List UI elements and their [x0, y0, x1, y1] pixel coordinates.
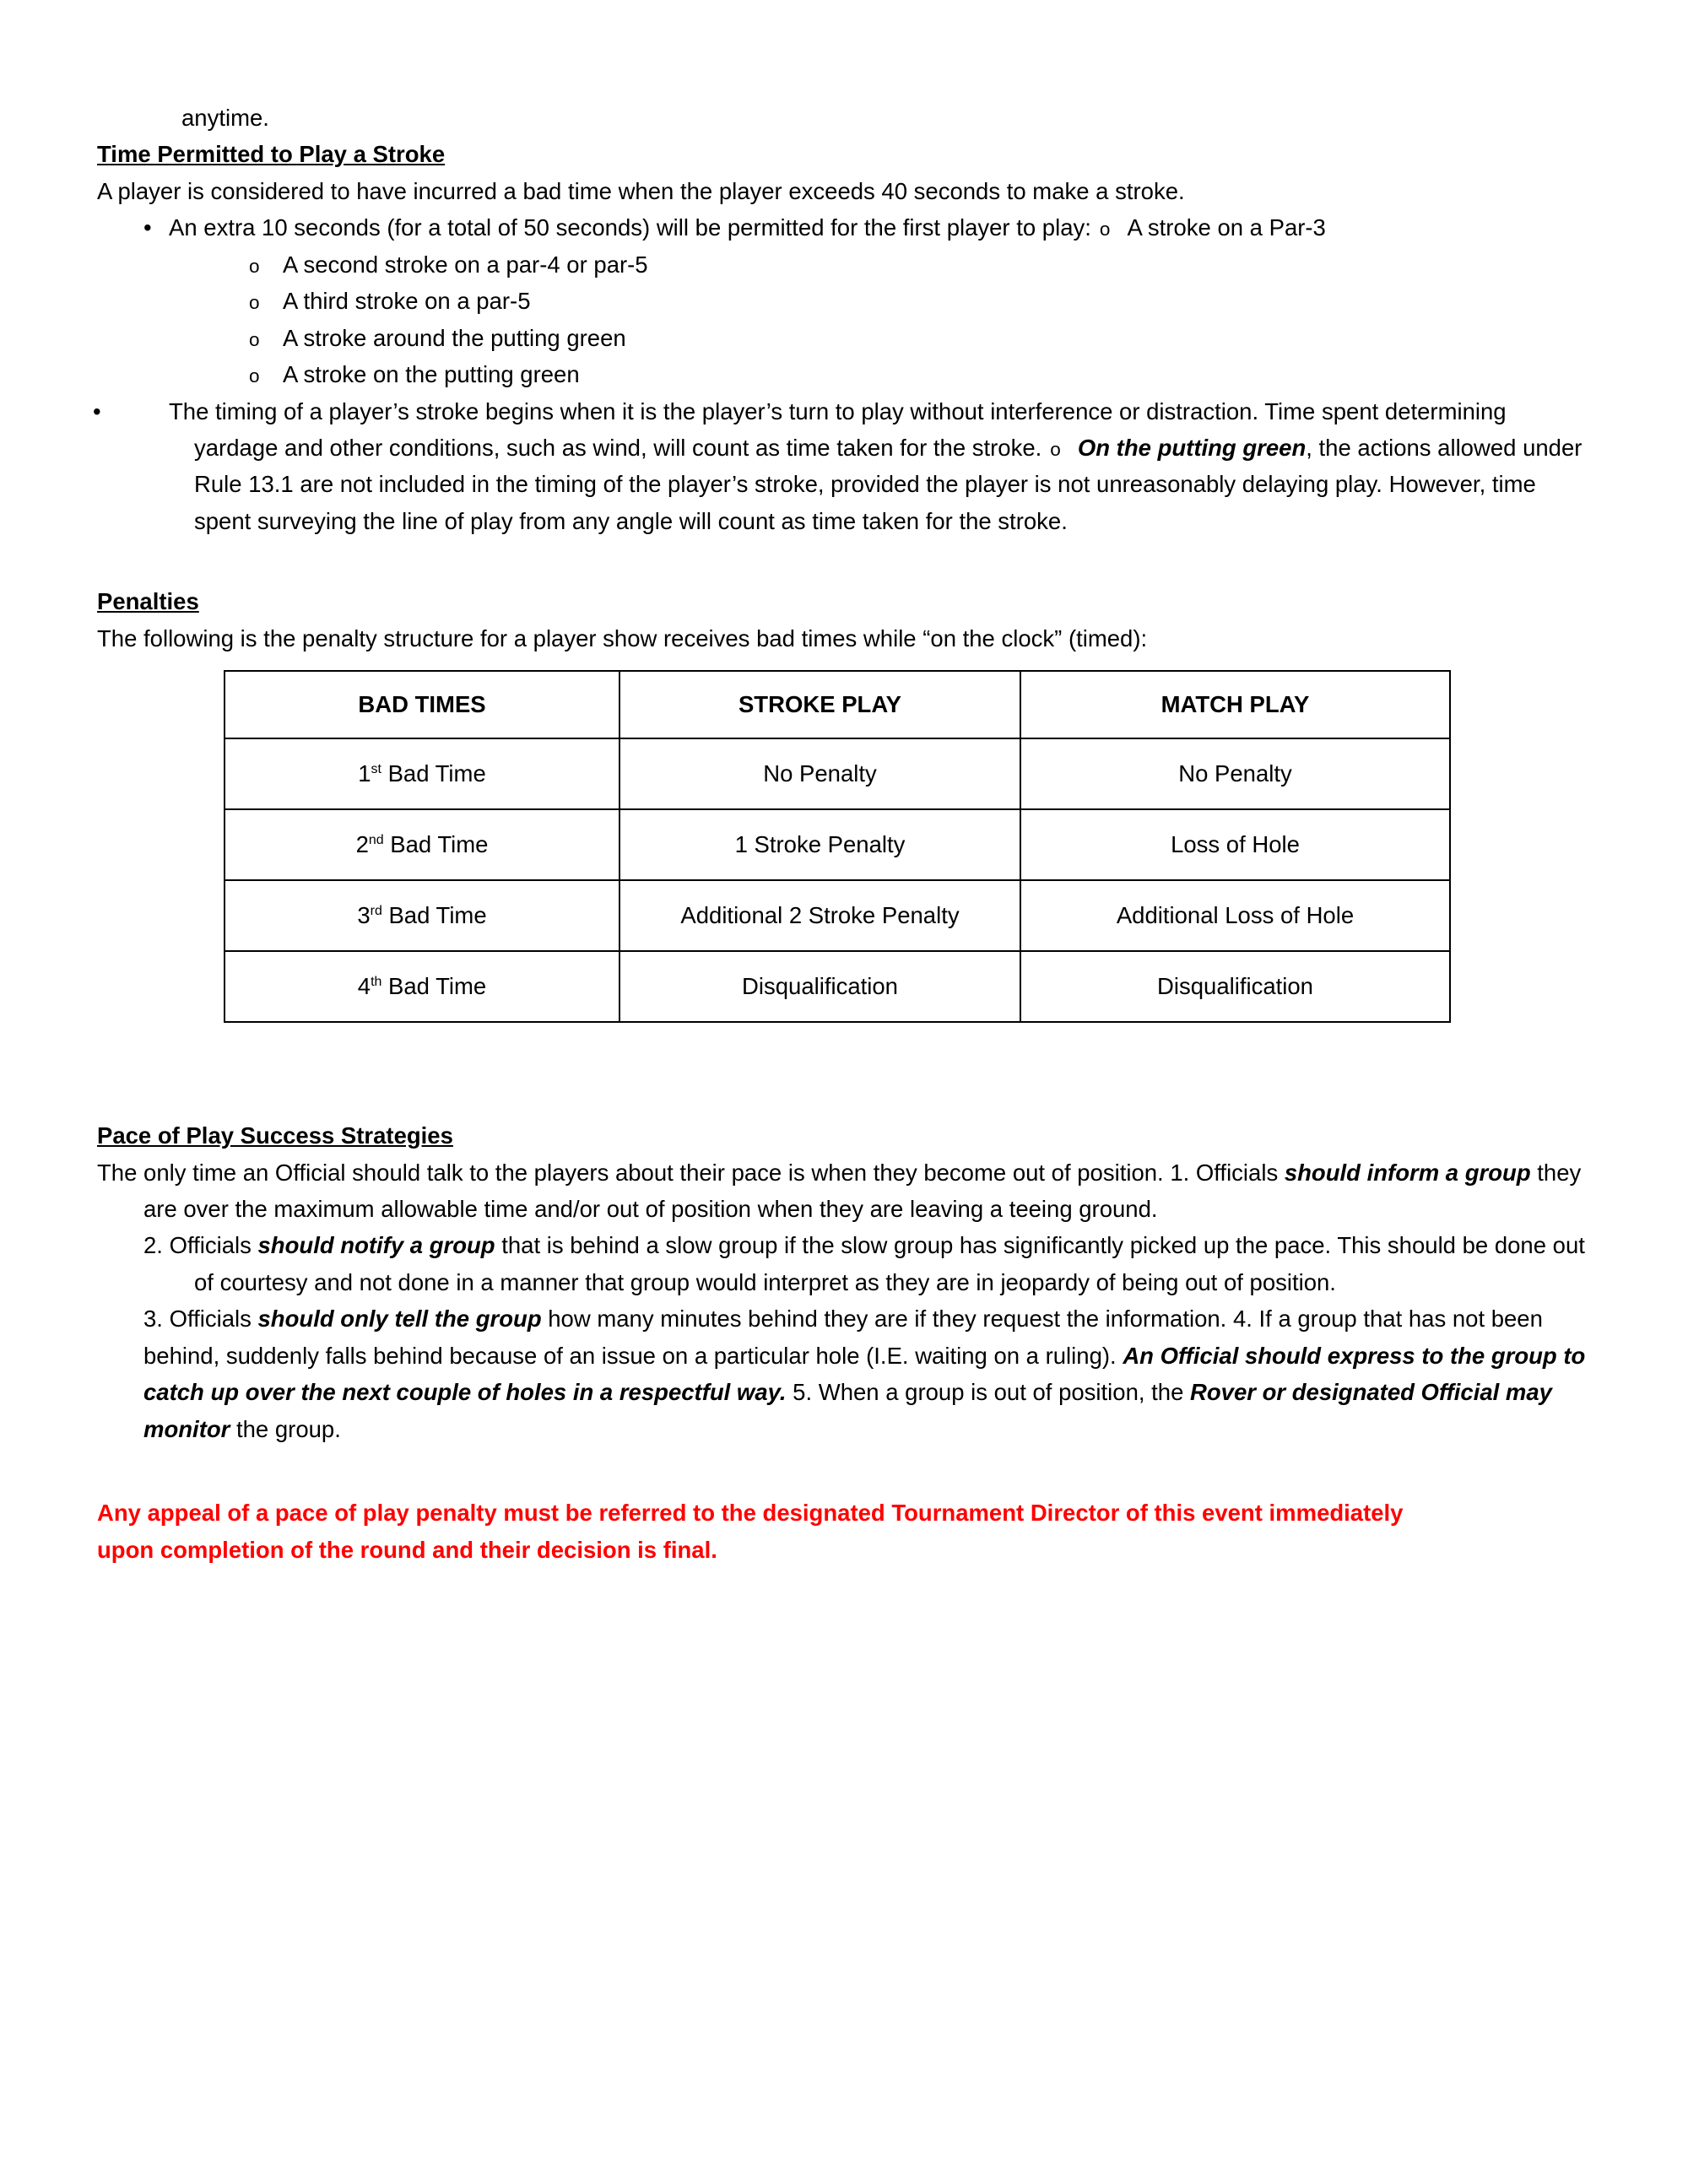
table-header-row — [225, 671, 1450, 738]
cell-stroke-play: 1 Stroke Penalty — [619, 809, 1020, 880]
table-row — [225, 951, 1450, 1022]
bullet-marker-icon: • — [93, 397, 101, 424]
sub-bullet-text: A stroke around the putting green — [283, 324, 626, 351]
table-row — [225, 738, 1450, 809]
appeal-notice: Any appeal of a pace of play penalty must be referred to the designated Tournament Director of this event immediately upon completion of the round and their decision is final. — [97, 1500, 1404, 1563]
cell-match-play: No Penalty — [1020, 738, 1450, 809]
circle-marker-icon: o — [1050, 438, 1061, 460]
table-row — [225, 880, 1450, 951]
bullet-timing-emphasis: On the putting green — [1077, 434, 1307, 461]
strategy-3-text: 3. Officials — [143, 1306, 258, 1333]
sub-bullet-item — [249, 320, 1591, 356]
bullet-inline-item-text: A stroke on a Par-3 — [1127, 214, 1326, 241]
strategy-2-text: 2. Officials — [143, 1232, 258, 1259]
time-intro-paragraph: A player is considered to have incurred a bad time when the player exceeds 40 seconds to make a stroke. — [97, 177, 1185, 204]
cell-bad-time — [225, 809, 619, 880]
strategy-paragraph-3 — [143, 1300, 1591, 1447]
strategy-paragraph-2 — [143, 1227, 1591, 1300]
strategy-1-text-2: they are over the maximum allowable time and/or out of position when they are leaving a teeing ground. — [143, 1159, 1582, 1222]
strategy-4-emphasis: An Official should express to the group to catch up over the next couple of holes in a respectful way. — [143, 1342, 1586, 1406]
bullet-extra-seconds-text: An extra 10 seconds (for a total of 50 seconds) will be permitted for the first player to play: — [169, 214, 1091, 241]
ordinal: 1 — [358, 760, 371, 787]
strategy-5-text: 5. When a group is out of position, the — [786, 1379, 1191, 1406]
heading-pace-strategies: Pace of Play Success Strategies — [97, 1122, 453, 1149]
bullet-timing — [93, 393, 1591, 540]
penalty-table-body — [225, 738, 1450, 1022]
circle-marker-icon: o — [249, 292, 260, 314]
bullet-marker-icon: • — [143, 214, 152, 241]
sub-bullet-item — [249, 246, 1591, 283]
cell-bad-time — [225, 951, 619, 1022]
strategy-5-text-2: the group. — [230, 1415, 341, 1442]
strategy-1-text: The only time an Official should talk to the players about their pace is when they become out of position. 1. Officials — [97, 1159, 1285, 1186]
strategy-2-text-2: that is behind a slow group if the slow group has significantly picked up the pace. This should be done out of courtesy and not done in a manner that group would interpret as they are in jeopardy of being out of position. — [194, 1232, 1585, 1295]
ordinal-suffix: rd — [370, 904, 382, 919]
ordinal-suffix: nd — [368, 833, 384, 848]
sub-bullet-text: A stroke on the putting green — [283, 361, 580, 388]
heading-time-permitted: Time Permitted to Play a Stroke — [97, 141, 446, 168]
cell-match-play: Loss of Hole — [1020, 809, 1450, 880]
cell-bad-time — [225, 738, 619, 809]
ordinal-label: Bad Time — [381, 902, 487, 929]
sub-bullet-text: A third stroke on a par-5 — [283, 288, 531, 315]
bullet-timing-text: The timing of a player’s stroke begins when it is the player’s turn to play without interference or distraction. Time spent determining yardage and other conditions, such as wind, will count as time taken for the stroke. — [169, 397, 1507, 461]
ordinal-label: Bad Time — [381, 760, 486, 787]
strategy-2-emphasis: should notify a group — [257, 1232, 495, 1259]
ordinal: 2 — [355, 831, 369, 858]
circle-marker-icon: o — [1099, 219, 1111, 241]
strategy-5-emphasis: Rover or designated Official may monitor — [143, 1379, 1552, 1442]
circle-marker-icon: o — [249, 365, 260, 387]
cell-stroke-play: No Penalty — [619, 738, 1020, 809]
cell-match-play: Additional Loss of Hole — [1020, 880, 1450, 951]
strategy-1-emphasis: should inform a group — [1284, 1159, 1531, 1186]
sub-bullet-text: A second stroke on a par-4 or par-5 — [283, 251, 648, 278]
circle-marker-icon: o — [249, 328, 260, 350]
column-header-match-play: MATCH PLAY — [1020, 671, 1450, 738]
column-header-bad-times: BAD TIMES — [225, 671, 619, 738]
ordinal: 4 — [357, 973, 371, 1000]
table-row — [225, 809, 1450, 880]
circle-marker-icon: o — [249, 255, 260, 277]
fragment-anytime: anytime. — [181, 105, 269, 131]
strategy-paragraph-1 — [97, 1154, 1591, 1228]
cell-match-play: Disqualification — [1020, 951, 1450, 1022]
sub-bullet-item — [249, 283, 1591, 319]
ordinal: 3 — [357, 902, 371, 929]
strategy-3-emphasis: should only tell the group — [257, 1306, 542, 1333]
ordinal-label: Bad Time — [383, 831, 489, 858]
sub-bullet-item — [249, 356, 1591, 392]
cell-stroke-play: Disqualification — [619, 951, 1020, 1022]
ordinal-label: Bad Time — [381, 973, 487, 1000]
sub-bullet-list — [97, 246, 1591, 393]
penalty-table-header — [225, 671, 1450, 738]
penalties-intro-paragraph: The following is the penalty structure for a player show receives bad times while “on the clock” (timed): — [97, 624, 1148, 651]
penalty-table — [224, 670, 1451, 1023]
column-header-stroke-play: STROKE PLAY — [619, 671, 1020, 738]
bullet-extra-seconds — [143, 209, 1591, 246]
heading-penalties: Penalties — [97, 588, 199, 615]
ordinal-suffix: th — [371, 975, 382, 990]
cell-bad-time — [225, 880, 619, 951]
bullet-timing-text-2: , the actions allowed under Rule 13.1 are not included in the timing of the player’s stroke, provided the player is not unreasonably delaying play. However, time spent surveying the line of play from any angle will count as time taken for the stroke. — [194, 434, 1582, 534]
ordinal-suffix: st — [371, 762, 381, 777]
cell-stroke-play: Additional 2 Stroke Penalty — [619, 880, 1020, 951]
strategy-3-text-2: how many minutes behind they are if they request the information. 4. If a group that has not been behind, suddenly falls behind because of an issue on a particular hole (I.E. waiting on a ruling). — [143, 1306, 1543, 1369]
